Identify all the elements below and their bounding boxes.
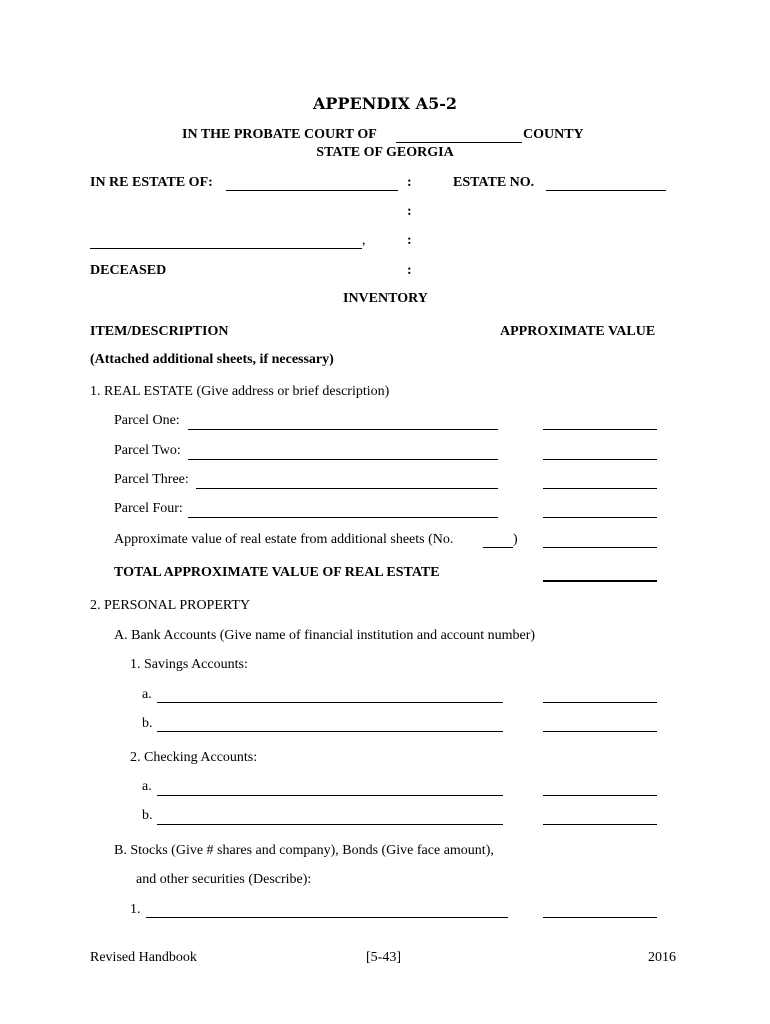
savings-item-a-value-blank[interactable] bbox=[543, 702, 657, 703]
estate-of-label: IN RE ESTATE OF: bbox=[90, 175, 213, 190]
stocks-heading-line-1: B. Stocks (Give # shares and company), Bonds (Give face amount), bbox=[114, 843, 494, 858]
caption-comma: , bbox=[362, 233, 366, 248]
checking-item-b-label: b. bbox=[142, 808, 153, 823]
footer-year: 2016 bbox=[648, 950, 676, 965]
parcel-three-value-blank[interactable] bbox=[543, 488, 657, 489]
estate-no-blank[interactable] bbox=[546, 190, 666, 191]
stocks-item-1-value-blank[interactable] bbox=[543, 917, 657, 918]
savings-accounts-heading: 1. Savings Accounts: bbox=[130, 657, 248, 672]
bank-accounts-heading: A. Bank Accounts (Give name of financial institution and account number) bbox=[114, 628, 536, 643]
checking-item-a-label: a. bbox=[142, 779, 152, 794]
parcel-three-label: Parcel Three: bbox=[114, 472, 189, 487]
estate-no-label: ESTATE NO. bbox=[453, 175, 535, 190]
total-real-estate-value-blank[interactable] bbox=[543, 580, 657, 582]
inventory-title: INVENTORY bbox=[343, 291, 428, 306]
county-label: COUNTY bbox=[523, 127, 584, 142]
footer-page-number: [5-43] bbox=[366, 950, 401, 965]
decedent-name-blank[interactable] bbox=[90, 248, 362, 249]
footer-handbook: Revised Handbook bbox=[90, 950, 197, 965]
parcel-four-label: Parcel Four: bbox=[114, 501, 183, 516]
savings-item-b-description-blank[interactable] bbox=[157, 731, 503, 732]
personal-property-heading: 2. PERSONAL PROPERTY bbox=[90, 598, 251, 613]
court-label: IN THE PROBATE COURT OF bbox=[182, 127, 377, 142]
parcel-one-label: Parcel One: bbox=[114, 413, 180, 428]
additional-sheets-label: Approximate value of real estate from additional sheets (No. bbox=[114, 532, 454, 547]
estate-name-blank[interactable] bbox=[226, 190, 398, 191]
additional-sheets-value-blank[interactable] bbox=[543, 547, 657, 548]
total-real-estate-label: TOTAL APPROXIMATE VALUE OF REAL ESTATE bbox=[114, 565, 440, 580]
parcel-three-description-blank[interactable] bbox=[196, 488, 498, 489]
parcel-four-value-blank[interactable] bbox=[543, 517, 657, 518]
caption-colon-1: : bbox=[407, 175, 412, 190]
approximate-value-header: APPROXIMATE VALUE bbox=[500, 324, 656, 339]
checking-item-b-value-blank[interactable] bbox=[543, 824, 657, 825]
appendix-title: APPENDIX A5-2 bbox=[313, 94, 457, 113]
county-blank[interactable] bbox=[396, 142, 522, 143]
savings-item-a-label: a. bbox=[142, 687, 152, 702]
checking-item-a-value-blank[interactable] bbox=[543, 795, 657, 796]
parcel-two-description-blank[interactable] bbox=[188, 459, 498, 460]
checking-item-b-description-blank[interactable] bbox=[157, 824, 503, 825]
caption-colon-2: : bbox=[407, 204, 412, 219]
attached-sheets-note: (Attached additional sheets, if necessary) bbox=[90, 352, 334, 367]
deceased-label: DECEASED bbox=[90, 263, 167, 278]
stocks-item-1-label: 1. bbox=[130, 902, 141, 917]
state-label: STATE OF GEORGIA bbox=[316, 145, 454, 160]
caption-colon-4: : bbox=[407, 263, 412, 278]
savings-item-b-value-blank[interactable] bbox=[543, 731, 657, 732]
savings-item-b-label: b. bbox=[142, 716, 153, 731]
stocks-item-1-description-blank[interactable] bbox=[146, 917, 508, 918]
parcel-one-value-blank[interactable] bbox=[543, 429, 657, 430]
caption-colon-3: : bbox=[407, 233, 412, 248]
parcel-two-value-blank[interactable] bbox=[543, 459, 657, 460]
stocks-heading-line-2: and other securities (Describe): bbox=[136, 872, 312, 887]
additional-sheets-paren: ) bbox=[513, 532, 518, 547]
additional-sheets-number-blank[interactable] bbox=[483, 547, 513, 548]
parcel-four-description-blank[interactable] bbox=[188, 517, 498, 518]
checking-item-a-description-blank[interactable] bbox=[157, 795, 503, 796]
item-description-header: ITEM/DESCRIPTION bbox=[90, 324, 229, 339]
real-estate-heading: 1. REAL ESTATE (Give address or brief description) bbox=[90, 384, 390, 399]
parcel-one-description-blank[interactable] bbox=[188, 429, 498, 430]
savings-item-a-description-blank[interactable] bbox=[157, 702, 503, 703]
parcel-two-label: Parcel Two: bbox=[114, 443, 181, 458]
checking-accounts-heading: 2. Checking Accounts: bbox=[130, 750, 258, 765]
